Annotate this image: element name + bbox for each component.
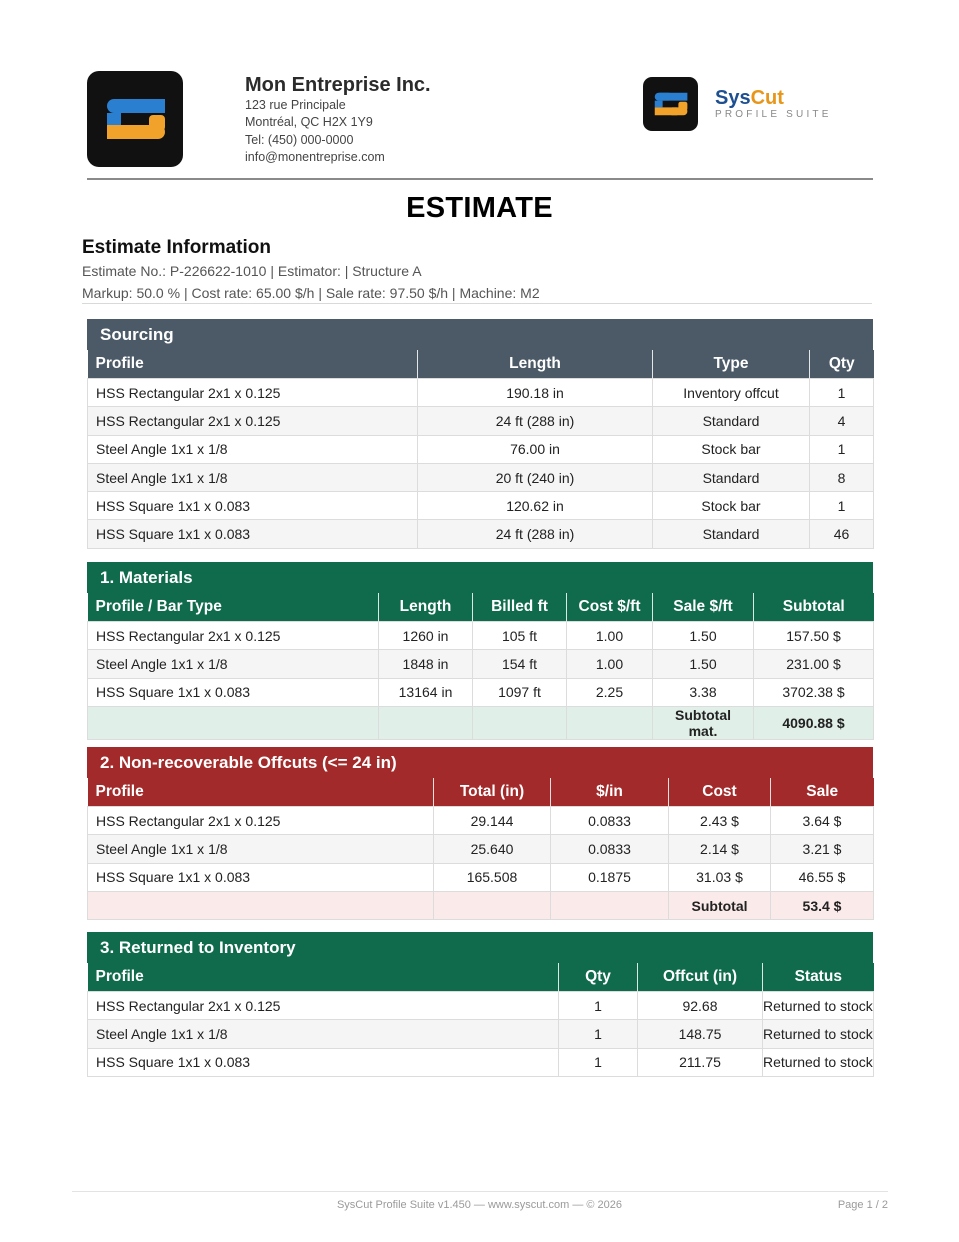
type-cell: Standard	[653, 463, 810, 491]
table-row	[88, 520, 874, 548]
subtotal-label: Subtotal mat.	[653, 706, 754, 739]
company-email: info@monentreprise.com	[245, 149, 385, 164]
profile-cell: HSS Rectangular 2x1 x 0.125	[88, 622, 379, 650]
table-row	[88, 650, 874, 678]
sale-cell: 3.38	[653, 678, 754, 706]
rate-cell: 0.0833	[551, 835, 669, 863]
footer-divider	[72, 1191, 888, 1192]
brand-name-part1: Sys	[715, 87, 751, 109]
company-logo	[87, 71, 183, 167]
table-row	[88, 807, 874, 835]
syscut-s-logo-icon	[87, 71, 183, 167]
subtotal-cell: 157.50 $	[754, 622, 874, 650]
subtotal-cell: 231.00 $	[754, 650, 874, 678]
sourcing-title: Sourcing	[87, 319, 873, 350]
returned-table	[87, 963, 874, 1077]
type-cell: Stock bar	[653, 435, 810, 463]
subtotal-label: Subtotal	[669, 891, 771, 919]
length-cell: 1260 in	[379, 622, 473, 650]
column-header: Type	[653, 350, 810, 379]
column-header: Total (in)	[434, 778, 551, 807]
column-header: Sale $/ft	[653, 593, 754, 622]
qty-cell: 1	[810, 379, 874, 407]
column-header: Length	[379, 593, 473, 622]
profile-cell: Steel Angle 1x1 x 1/8	[88, 835, 434, 863]
profile-cell: Steel Angle 1x1 x 1/8	[88, 1020, 559, 1048]
length-cell: 24 ft (288 in)	[418, 520, 653, 548]
returned-header-row	[88, 963, 874, 992]
cost-cell: 31.03 $	[669, 863, 771, 891]
materials-title: 1. Materials	[87, 562, 873, 593]
materials-header-row	[88, 593, 874, 622]
qty-cell: 1	[810, 492, 874, 520]
offcuts-header-row	[88, 778, 874, 807]
column-header: Profile	[88, 778, 434, 807]
offcuts-title: 2. Non-recoverable Offcuts (<= 24 in)	[87, 747, 873, 778]
estimate-info-line1: Estimate No.: P-226622-1010 | Estimator: | Structure A	[82, 263, 422, 279]
table-row	[88, 1020, 874, 1048]
profile-cell: Steel Angle 1x1 x 1/8	[88, 435, 418, 463]
info-divider	[82, 303, 872, 304]
table-row	[88, 622, 874, 650]
brand-block	[715, 86, 832, 121]
table-row	[88, 463, 874, 491]
returned-title: 3. Returned to Inventory	[87, 932, 873, 963]
table-row	[88, 435, 874, 463]
table-row	[88, 678, 874, 706]
column-header: Profile	[88, 963, 559, 992]
qty-cell: 46	[810, 520, 874, 548]
profile-cell: HSS Rectangular 2x1 x 0.125	[88, 379, 418, 407]
company-name: Mon Entreprise Inc.	[245, 74, 431, 96]
profile-cell: HSS Rectangular 2x1 x 0.125	[88, 407, 418, 435]
total-in-cell: 25.640	[434, 835, 551, 863]
returned-section	[87, 932, 873, 1077]
total-in-cell: 165.508	[434, 863, 551, 891]
qty-cell: 8	[810, 463, 874, 491]
qty-cell: 1	[559, 992, 638, 1020]
type-cell: Standard	[653, 407, 810, 435]
estimate-info-line2: Markup: 50.0 % | Cost rate: 65.00 $/h | Sale rate: 97.50 $/h | Machine: M2	[82, 285, 540, 301]
qty-cell: 1	[810, 435, 874, 463]
brand-name	[715, 86, 832, 110]
sourcing-table	[87, 350, 874, 549]
profile-cell: HSS Square 1x1 x 0.083	[88, 863, 434, 891]
sale-cell: 46.55 $	[771, 863, 874, 891]
rate-cell: 0.1875	[551, 863, 669, 891]
materials-section	[87, 562, 873, 740]
sale-cell: 3.64 $	[771, 807, 874, 835]
type-cell: Stock bar	[653, 492, 810, 520]
status-cell: Returned to stock	[763, 1048, 874, 1076]
table-row	[88, 492, 874, 520]
company-phone: Tel: (450) 000-0000	[245, 132, 354, 147]
type-cell: Standard	[653, 520, 810, 548]
table-row	[88, 379, 874, 407]
cost-cell: 1.00	[567, 622, 653, 650]
total-in-cell: 29.144	[434, 807, 551, 835]
estimate-info-heading: Estimate Information	[82, 237, 271, 258]
column-header: Cost	[669, 778, 771, 807]
sourcing-header-row	[88, 350, 874, 379]
empty-cell	[379, 706, 473, 739]
company-address-line1: 123 rue Principale	[245, 98, 346, 112]
brand-name-part2: Cut	[750, 87, 784, 109]
footer-text: SysCut Profile Suite v1.450 — www.syscut.com — © 2026	[336, 1199, 623, 1211]
column-header: Profile / Bar Type	[88, 593, 379, 622]
column-header: Subtotal	[754, 593, 874, 622]
table-row	[88, 407, 874, 435]
profile-cell: HSS Square 1x1 x 0.083	[88, 678, 379, 706]
table-row	[88, 992, 874, 1020]
header-divider	[87, 178, 873, 180]
subtotal-row	[88, 891, 874, 919]
profile-cell: HSS Rectangular 2x1 x 0.125	[88, 807, 434, 835]
column-header: Length	[418, 350, 653, 379]
qty-cell: 1	[559, 1020, 638, 1048]
length-cell: 76.00 in	[418, 435, 653, 463]
length-cell: 120.62 in	[418, 492, 653, 520]
sale-cell: 3.21 $	[771, 835, 874, 863]
table-row	[88, 863, 874, 891]
offcut-cell: 211.75	[638, 1048, 763, 1076]
cost-cell: 2.25	[567, 678, 653, 706]
materials-table	[87, 593, 874, 740]
length-cell: 1848 in	[379, 650, 473, 678]
billed-ft-cell: 1097 ft	[473, 678, 567, 706]
column-header: Qty	[559, 963, 638, 992]
empty-cell	[434, 891, 551, 919]
profile-cell: Steel Angle 1x1 x 1/8	[88, 463, 418, 491]
sale-cell: 1.50	[653, 622, 754, 650]
profile-cell: HSS Square 1x1 x 0.083	[88, 520, 418, 548]
profile-cell: HSS Rectangular 2x1 x 0.125	[88, 992, 559, 1020]
document-title: ESTIMATE	[406, 192, 553, 224]
brand-subtitle: PROFILE SUITE	[715, 109, 832, 120]
length-cell: 13164 in	[379, 678, 473, 706]
rate-cell: 0.0833	[551, 807, 669, 835]
profile-cell: HSS Square 1x1 x 0.083	[88, 1048, 559, 1076]
page-number: Page 1 / 2	[837, 1199, 888, 1211]
profile-cell: Steel Angle 1x1 x 1/8	[88, 650, 379, 678]
empty-cell	[88, 706, 379, 739]
cost-cell: 1.00	[567, 650, 653, 678]
cost-cell: 2.14 $	[669, 835, 771, 863]
empty-cell	[551, 891, 669, 919]
column-header: Billed ft	[473, 593, 567, 622]
column-header: Cost $/ft	[567, 593, 653, 622]
billed-ft-cell: 154 ft	[473, 650, 567, 678]
qty-cell: 1	[559, 1048, 638, 1076]
cost-cell: 2.43 $	[669, 807, 771, 835]
subtotal-value: 53.4 $	[771, 891, 874, 919]
estimate-info	[82, 236, 872, 304]
subtotal-value: 4090.88 $	[754, 706, 874, 739]
table-row	[88, 835, 874, 863]
column-header: Qty	[810, 350, 874, 379]
type-cell: Inventory offcut	[653, 379, 810, 407]
syscut-s-small-logo-icon	[643, 77, 698, 131]
empty-cell	[473, 706, 567, 739]
profile-cell: HSS Square 1x1 x 0.083	[88, 492, 418, 520]
column-header: $/in	[551, 778, 669, 807]
sale-cell: 1.50	[653, 650, 754, 678]
column-header: Sale	[771, 778, 874, 807]
qty-cell: 4	[810, 407, 874, 435]
column-header: Status	[763, 963, 874, 992]
empty-cell	[567, 706, 653, 739]
length-cell: 190.18 in	[418, 379, 653, 407]
offcut-cell: 148.75	[638, 1020, 763, 1048]
length-cell: 24 ft (288 in)	[418, 407, 653, 435]
subtotal-row	[88, 706, 874, 739]
company-address-line2: Montréal, QC H2X 1Y9	[245, 115, 373, 130]
offcuts-table	[87, 778, 874, 920]
column-header: Offcut (in)	[638, 963, 763, 992]
company-block	[245, 73, 431, 166]
brand-logo	[643, 77, 698, 131]
status-cell: Returned to stock	[763, 992, 874, 1020]
table-row	[88, 1048, 874, 1076]
sourcing-section	[87, 319, 873, 549]
billed-ft-cell: 105 ft	[473, 622, 567, 650]
length-cell: 20 ft (240 in)	[418, 463, 653, 491]
offcuts-section	[87, 747, 873, 920]
empty-cell	[88, 891, 434, 919]
status-cell: Returned to stock	[763, 1020, 874, 1048]
offcut-cell: 92.68	[638, 992, 763, 1020]
subtotal-cell: 3702.38 $	[754, 678, 874, 706]
column-header: Profile	[88, 350, 418, 379]
